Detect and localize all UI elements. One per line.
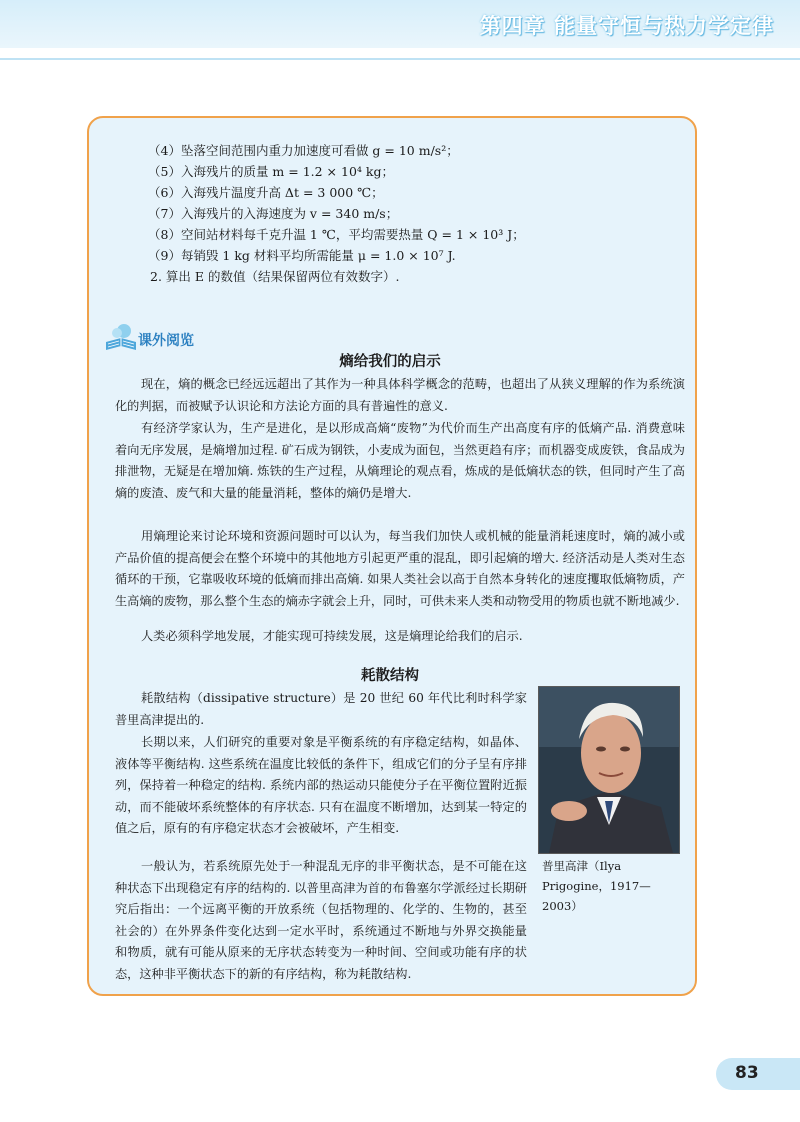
chapter-title: 第四章 能量守恒与热力学定律 [479, 14, 774, 38]
exercise-item: （4）坠落空间范围内重力加速度可看做 g = 10 m/s²； [148, 143, 459, 158]
exercise-list [148, 140, 668, 287]
exercise-item: （5）入海残片的质量 m = 1.2 × 10⁴ kg； [148, 164, 394, 179]
extended-reading-label: 课外阅览 [138, 333, 194, 349]
article-title: 熵给我们的启示 [339, 354, 441, 370]
exercise-question [148, 266, 668, 287]
page-number: 83 [735, 1063, 759, 1083]
exercise-item: （6）入海残片温度升高 Δt = 3 000 ℃； [148, 185, 384, 200]
paragraph: 长期以来，人们研究的重要对象是平衡系统的有序稳定结构，如晶体、液体等平衡结构. 这些系统在温度比较低的条件下，组成它们的分子呈有序排列，保持着一种稳定的结构. 系统内部的热运动只能使分子在平衡位置附近振动，而不能破坏系统整体的有序状态. 只有在温度不断增加，达到某一特定的值之后，原有的有序稳定状态才会被破坏，产生相变. [115, 735, 527, 835]
book-icon [104, 322, 138, 352]
header-band [0, 0, 800, 48]
portrait-photo [538, 686, 680, 854]
exercise-item: （9）每销毁 1 kg 材料平均所需能量 μ = 1.0 × 10⁷ J. [148, 248, 456, 263]
paragraph: 有经济学家认为，生产是进化，是以形成高熵“废物”为代价而生产出高度有序的低熵产品. 消费意味着向无序发展，是熵增加过程. 矿石成为钢铁，小麦成为面包，当然更趋有序；而机器变成废铁，食品成为排泄物，无疑是在增加熵. 炼铁的生产过程，从熵理论的观点看，炼成的是低熵状态的铁，但同时产生了高熵的废渣、废气和大量的能量消耗，整体的熵仍是增大. [115, 421, 685, 500]
header-divider [0, 58, 800, 60]
paragraph: 现在，熵的概念已经远远超出了其作为一种具体科学概念的范畴，也超出了从狭义理解的作为系统演化的判据，而被赋予认识论和方法论方面的具有普遍性的意义. [115, 377, 685, 413]
exercise-item: （7）入海残片的入海速度为 v = 340 m/s； [148, 206, 399, 221]
portrait-image [539, 687, 679, 853]
exercise-question-text: 2. 算出 E 的数值（结果保留两位有效数字）. [150, 269, 400, 284]
paragraph-text: 一般认为，若系统原先处于一种混乱无序的非平衡状态，是不可能在这种状态下出现稳定有序的结构的. 以普里高津为首的布鲁塞尔学派经过长期研究后指出：一个远离平衡的开放系统（包括物理的、化学的、生物的，甚至社会的）在外界条件变化达到一定水平时，系统通过不断地与外界交换能量和物质，就有可能从原来的无序状态转变为一种时间、空间或功能有序的状态，这种非平衡状态下的新的有序结构，称为耗散结构. [115, 859, 527, 981]
photo-caption: 普里高津（Ilya Prigogine，1917—2003） [542, 859, 651, 913]
article-title: 耗散结构 [361, 668, 419, 684]
paragraph: 人类必须科学地发展，才能实现可持续发展，这是熵理论给我们的启示. [141, 629, 523, 643]
paragraph: 耗散结构（dissipative structure）是 20 世纪 60 年代比利时科学家普里高津提出的. [115, 691, 527, 727]
paragraph: 用熵理论来讨论环境和资源问题时可以认为，每当我们加快人或机械的能量消耗速度时，熵的减小或产品价值的提高便会在整个环境中的其他地方引起更严重的混乱，即引起熵的增大. 经济活动是人类对生态循环的干预，它靠吸收环境的低熵而排出高熵. 如果人类社会以高于自然本身转化的速度攫取低熵物质，产生高熵的废物，那么整个生态的熵赤字就会上升，同时，可供未来人类和动物受用的物质也就不断地减少. [115, 529, 685, 608]
exercise-item: （8）空间站材料每千克升温 1 ℃，平均需要热量 Q = 1 × 10³ J； [148, 227, 525, 242]
